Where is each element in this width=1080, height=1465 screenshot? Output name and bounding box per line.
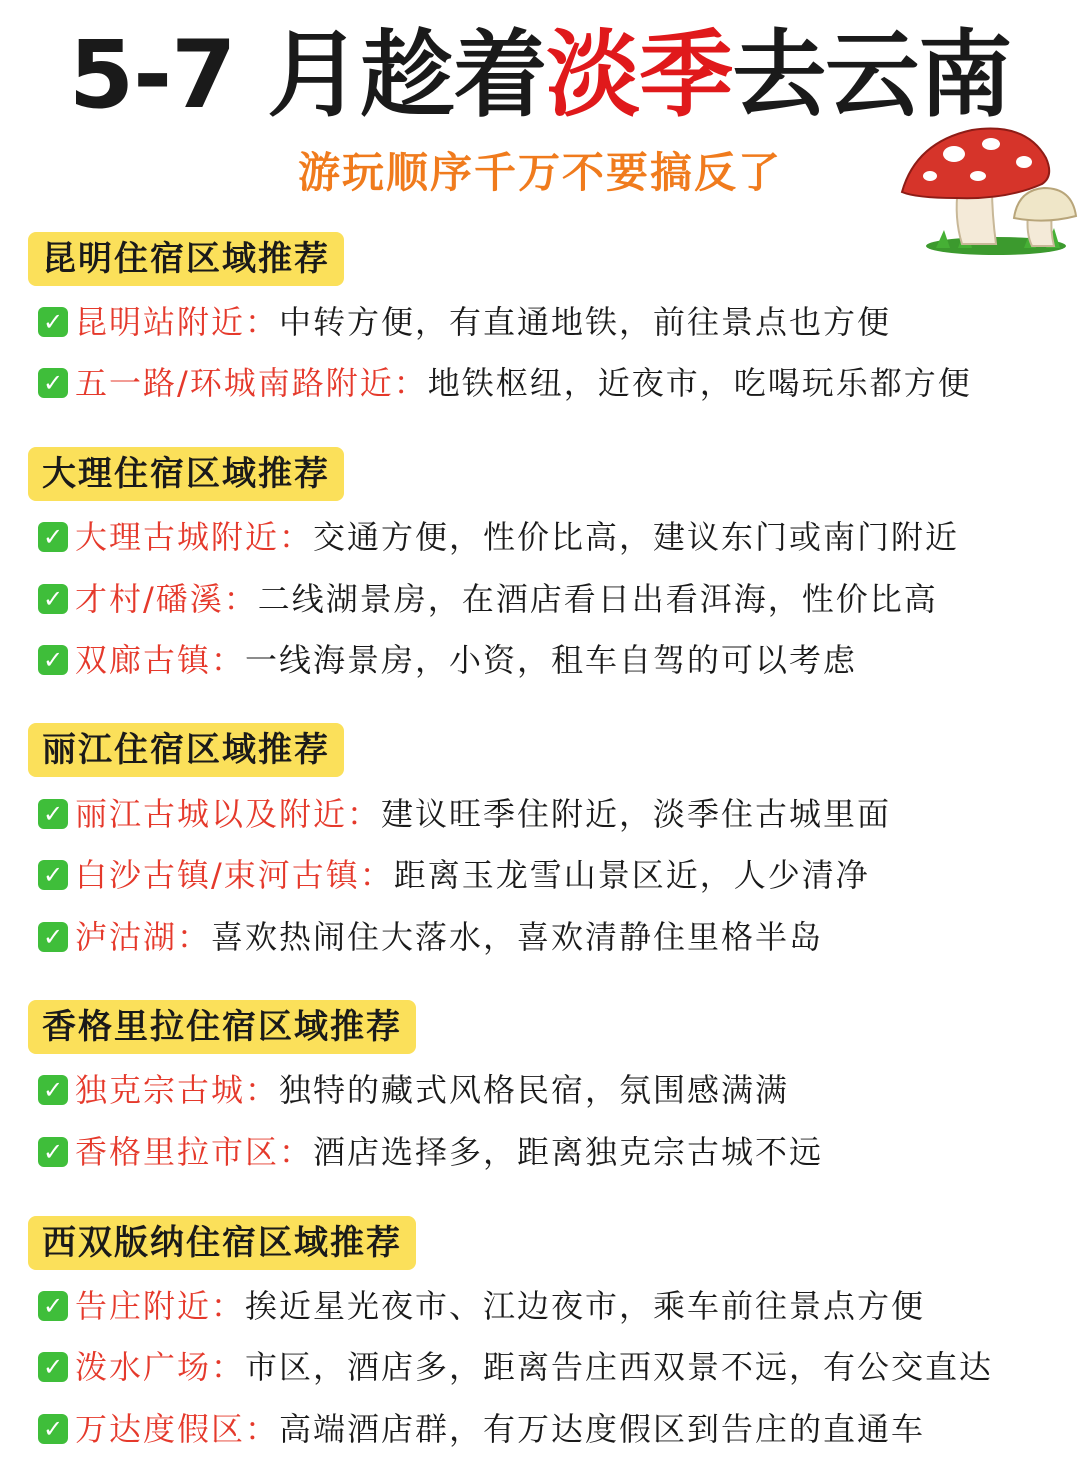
check-icon: ✓: [38, 307, 68, 337]
item-key: 独克宗古城：: [75, 1071, 280, 1109]
item-key: 才村/磻溪：: [75, 580, 258, 618]
list-item: [38, 302, 891, 342]
item-key: 告庄附近：: [75, 1287, 246, 1325]
section-title: 香格里拉住宿区域推荐: [28, 1000, 416, 1054]
item-key: 双廊古镇：: [75, 641, 246, 679]
item-key: 五一路/环城南路附近：: [75, 364, 428, 402]
list-item: [38, 1132, 823, 1172]
check-icon: ✓: [38, 1291, 68, 1321]
item-desc: 市区，酒店多，距离告庄西双景不远，有公交直达: [245, 1348, 994, 1386]
item-desc: 一线海景房，小资，租车自驾的可以考虑: [245, 641, 858, 679]
section-title: 丽江住宿区域推荐: [28, 723, 344, 777]
title-part2: 去云南: [732, 21, 1012, 130]
list-item: [38, 363, 972, 403]
list-item: [38, 1070, 789, 1110]
item-desc: 距离玉龙雪山景区近，人少清净: [393, 856, 870, 894]
item-desc: 独特的藏式风格民宿，氛围感满满: [279, 1071, 790, 1109]
list-item: [38, 640, 857, 680]
check-icon: ✓: [38, 1352, 68, 1382]
section-title: 大理住宿区域推荐: [28, 447, 344, 501]
check-icon: ✓: [38, 368, 68, 398]
item-key: 泸沽湖：: [75, 918, 212, 956]
item-key: 万达度假区：: [75, 1410, 280, 1448]
item-desc: 地铁枢纽，近夜市，吃喝玩乐都方便: [427, 364, 972, 402]
item-key: 泼水广场：: [75, 1348, 246, 1386]
item-desc: 中转方便，有直通地铁，前往景点也方便: [279, 303, 892, 341]
page-title: [0, 21, 1080, 130]
list-item: [38, 517, 959, 557]
item-desc: 交通方便，性价比高，建议东门或南门附近: [313, 518, 960, 556]
section-title: 昆明住宿区域推荐: [28, 232, 344, 286]
list-item: [38, 1286, 925, 1326]
item-key: 大理古城附近：: [75, 518, 314, 556]
list-item: [38, 794, 891, 834]
check-icon: ✓: [38, 860, 68, 890]
check-icon: ✓: [38, 1075, 68, 1105]
list-item: [38, 1347, 993, 1387]
check-icon: ✓: [38, 522, 68, 552]
mushroom-icon: [896, 118, 1080, 258]
check-icon: ✓: [38, 799, 68, 829]
check-icon: ✓: [38, 584, 68, 614]
item-key: 昆明站附近：: [75, 303, 280, 341]
list-item: [38, 855, 870, 895]
item-desc: 高端酒店群，有万达度假区到告庄的直通车: [279, 1410, 926, 1448]
page-subtitle: 游玩顺序千万不要搞反了: [297, 148, 782, 197]
item-key: 香格里拉市区：: [75, 1133, 314, 1171]
item-desc: 喜欢热闹住大落水，喜欢清静住里格半岛: [211, 918, 824, 956]
check-icon: ✓: [38, 1414, 68, 1444]
check-icon: ✓: [38, 922, 68, 952]
list-item: [38, 917, 823, 957]
title-part1: 5-7 月趁着: [68, 21, 547, 130]
item-desc: 二线湖景房，在酒店看日出看洱海，性价比高: [257, 580, 938, 618]
list-item: [38, 1409, 925, 1449]
check-icon: ✓: [38, 645, 68, 675]
check-icon: ✓: [38, 1137, 68, 1167]
item-desc: 挨近星光夜市、江边夜市，乘车前往景点方便: [245, 1287, 926, 1325]
section-title: 西双版纳住宿区域推荐: [28, 1216, 416, 1270]
item-key: 丽江古城以及附近：: [75, 795, 382, 833]
list-item: [38, 579, 938, 619]
item-desc: 酒店选择多，距离独克宗古城不远: [313, 1133, 824, 1171]
item-key: 白沙古镇/束河古镇：: [75, 856, 394, 894]
title-highlight: 淡季: [546, 21, 733, 130]
item-desc: 建议旺季住附近，淡季住古城里面: [381, 795, 892, 833]
